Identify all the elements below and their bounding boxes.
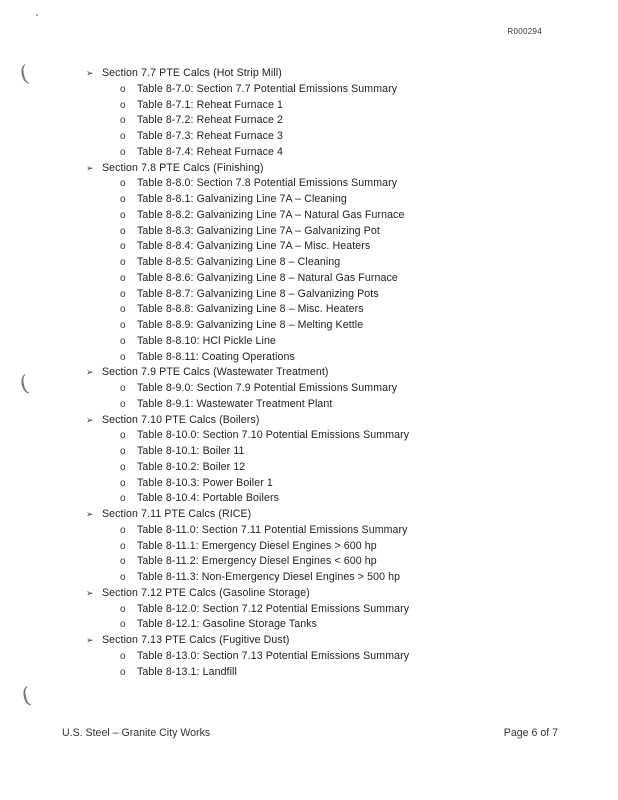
- outline-item-text: Table 8-7.0: Section 7.7 Potential Emissions Summary: [137, 82, 398, 95]
- circle-bullet-icon: o: [120, 383, 126, 394]
- outline-item-text: Table 8-7.3: Reheat Furnace 3: [137, 130, 284, 142]
- circle-bullet-icon: o: [120, 572, 126, 583]
- arrow-bullet-icon: ➢: [86, 68, 94, 78]
- outline-item-text: Table 8-11.0: Section 7.11 Potential Emissions Summary: [137, 523, 408, 536]
- circle-bullet-icon: o: [120, 194, 126, 205]
- outline-table-item: [120, 350, 295, 365]
- outline-section-item: [86, 507, 252, 522]
- binder-hole-mark: (: [17, 61, 32, 88]
- outline-item-text: Table 8-9.1: Wastewater Treatment Plant: [137, 397, 333, 410]
- circle-bullet-icon: o: [120, 146, 126, 158]
- circle-bullet-icon: o: [120, 320, 126, 331]
- circle-bullet-icon: o: [120, 540, 126, 552]
- outline-item-text: Table 8-8.6: Galvanizing Line 8 – Natural Gas Furnace: [137, 271, 398, 284]
- outline-table-item: [120, 113, 284, 128]
- outline-item-text: Table 8-13.0: Section 7.13 Potential Emissions Summary: [137, 649, 410, 662]
- outline-item-text: Table 8-10.4: Portable Boilers: [137, 492, 279, 505]
- outline-item-text: Section 7.13 PTE Calcs (Fugitive Dust): [102, 634, 290, 646]
- outline-table-item: [120, 476, 273, 491]
- circle-bullet-icon: o: [120, 493, 126, 505]
- outline-section-item: [86, 66, 282, 81]
- outline-item-text: Table 8-8.0: Section 7.8 Potential Emissions Summary: [137, 177, 398, 190]
- outline-table-item: [120, 649, 410, 664]
- outline-item-text: Table 8-8.5: Galvanizing Line 8 – Cleaning: [137, 256, 341, 268]
- outline-item-text: Table 8-8.2: Galvanizing Line 7A – Natural Gas Furnace: [137, 208, 405, 221]
- circle-bullet-icon: o: [120, 446, 126, 457]
- outline-table-item: [120, 129, 284, 144]
- outline-item-text: Table 8-8.1: Galvanizing Line 7A – Cleaning: [137, 193, 347, 205]
- outline-item-text: Table 8-10.3: Power Boiler 1: [137, 476, 273, 489]
- footer-page-number: Page 6 of 7: [503, 727, 558, 739]
- outline-item-text: Table 8-8.3: Galvanizing Line 7A – Galvanizing Pot: [137, 224, 380, 237]
- circle-bullet-icon: o: [120, 225, 126, 237]
- outline-item-text: Table 8-10.0: Section 7.10 Potential Emissions Summary: [137, 429, 410, 442]
- outline-item-text: Section 7.12 PTE Calcs (Gasoline Storage): [102, 586, 310, 599]
- outline-section-item: [86, 365, 329, 380]
- circle-bullet-icon: o: [120, 650, 126, 662]
- circle-bullet-icon: o: [120, 115, 126, 127]
- circle-bullet-icon: o: [120, 83, 126, 95]
- circle-bullet-icon: o: [120, 524, 126, 536]
- outline-table-item: [120, 318, 364, 333]
- circle-bullet-icon: o: [120, 430, 126, 442]
- outline-item-text: Table 8-12.1: Gasoline Storage Tanks: [137, 618, 318, 631]
- circle-bullet-icon: o: [120, 461, 126, 473]
- outline-table-item: [120, 397, 333, 412]
- circle-bullet-icon: o: [120, 131, 126, 142]
- outline-table-item: [120, 602, 410, 617]
- outline-item-text: Table 8-8.7: Galvanizing Line 8 – Galvanizing Pots: [137, 287, 379, 300]
- outline-table-item: [120, 302, 364, 317]
- outline-table-item: [120, 192, 347, 207]
- circle-bullet-icon: o: [120, 351, 126, 363]
- circle-bullet-icon: o: [120, 398, 126, 410]
- outline-table-item: [120, 617, 318, 632]
- circle-bullet-icon: o: [120, 556, 126, 568]
- outline-item-text: Table 8-13.1: Landfill: [137, 665, 237, 678]
- outline-item-text: Table 8-8.11: Coating Operations: [137, 350, 295, 363]
- arrow-bullet-icon: ➢: [86, 509, 94, 519]
- arrow-bullet-icon: ➢: [86, 587, 94, 598]
- outline-table-item: [120, 539, 377, 554]
- outline-table-item: [120, 444, 245, 459]
- outline-table-item: [120, 98, 284, 113]
- circle-bullet-icon: o: [120, 288, 126, 300]
- circle-bullet-icon: o: [120, 603, 126, 615]
- outline-item-text: Table 8-11.2: Emergency Diesel Engines < 600 hp: [137, 555, 377, 568]
- circle-bullet-icon: o: [120, 178, 126, 190]
- footer-company: U.S. Steel – Granite City Works: [62, 727, 211, 739]
- binder-hole-mark: (: [17, 371, 32, 398]
- outline-item-text: Section 7.10 PTE Calcs (Boilers): [102, 413, 260, 426]
- outline-item-text: Table 8-11.3: Non-Emergency Diesel Engines > 500 hp: [137, 571, 401, 583]
- circle-bullet-icon: o: [120, 99, 126, 111]
- outline-table-item: [120, 491, 279, 506]
- outline-item-text: Table 8-8.10: HCl Pickle Line: [137, 334, 276, 347]
- circle-bullet-icon: o: [120, 241, 126, 253]
- outline-table-item: [120, 224, 380, 239]
- circle-bullet-icon: o: [120, 666, 126, 678]
- outline-table-item: [120, 428, 410, 443]
- outline-item-text: Section 7.8 PTE Calcs (Finishing): [102, 161, 264, 174]
- outline-table-item: [120, 460, 246, 475]
- scan-speck: [36, 14, 38, 16]
- arrow-bullet-icon: ➢: [86, 162, 94, 173]
- outline-section-item: [86, 161, 264, 176]
- outline-item-text: Table 8-7.1: Reheat Furnace 1: [137, 98, 284, 111]
- circle-bullet-icon: o: [120, 304, 126, 316]
- outline-item-text: Table 8-10.2: Boiler 12: [137, 460, 246, 473]
- bates-stamp: R000294: [507, 27, 542, 36]
- arrow-bullet-icon: ➢: [86, 635, 94, 645]
- outline-table-item: [120, 554, 377, 569]
- outline-item-text: Section 7.7 PTE Calcs (Hot Strip Mill): [102, 67, 282, 79]
- outline-table-item: [120, 145, 284, 160]
- outline-table-item: [120, 176, 398, 191]
- binder-hole-mark: (: [19, 683, 34, 710]
- arrow-bullet-icon: ➢: [86, 367, 94, 378]
- outline-item-text: Table 8-7.2: Reheat Furnace 2: [137, 114, 284, 127]
- outline-table-item: [120, 665, 237, 680]
- outline-section-item: [86, 413, 260, 428]
- outline-item-text: Section 7.9 PTE Calcs (Wastewater Treatment): [102, 366, 329, 379]
- outline-table-item: [120, 208, 405, 223]
- outline-table-item: [120, 334, 276, 349]
- outline-item-text: Table 8-8.4: Galvanizing Line 7A – Misc. Heaters: [137, 240, 371, 253]
- outline-item-text: Table 8-10.1: Boiler 11: [137, 445, 245, 457]
- circle-bullet-icon: o: [120, 209, 126, 221]
- outline-item-text: Table 8-8.9: Galvanizing Line 8 – Melting Kettle: [137, 319, 364, 331]
- outline-table-item: [120, 381, 398, 396]
- outline-table-item: [120, 523, 408, 538]
- outline-table-item: [120, 82, 398, 97]
- outline-table-item: [120, 287, 379, 302]
- outline-item-text: Table 8-12.0: Section 7.12 Potential Emissions Summary: [137, 602, 410, 615]
- outline-table-item: [120, 239, 371, 254]
- circle-bullet-icon: o: [120, 619, 126, 631]
- outline-table-item: [120, 570, 401, 585]
- arrow-bullet-icon: ➢: [86, 414, 94, 425]
- outline-item-text: Table 8-8.8: Galvanizing Line 8 – Misc. Heaters: [137, 303, 364, 316]
- outline-item-text: Table 8-9.0: Section 7.9 Potential Emissions Summary: [137, 382, 398, 394]
- circle-bullet-icon: o: [120, 257, 126, 268]
- outline-section-item: [86, 633, 290, 648]
- outline-table-item: [120, 271, 398, 286]
- outline-table-item: [120, 255, 341, 270]
- outline-item-text: Section 7.11 PTE Calcs (RICE): [102, 508, 252, 520]
- circle-bullet-icon: o: [120, 335, 126, 347]
- outline-section-item: [86, 586, 310, 601]
- circle-bullet-icon: o: [120, 477, 126, 489]
- circle-bullet-icon: o: [120, 272, 126, 284]
- outline-item-text: Table 8-7.4: Reheat Furnace 4: [137, 145, 284, 158]
- outline-item-text: Table 8-11.1: Emergency Diesel Engines > 600 hp: [137, 539, 377, 552]
